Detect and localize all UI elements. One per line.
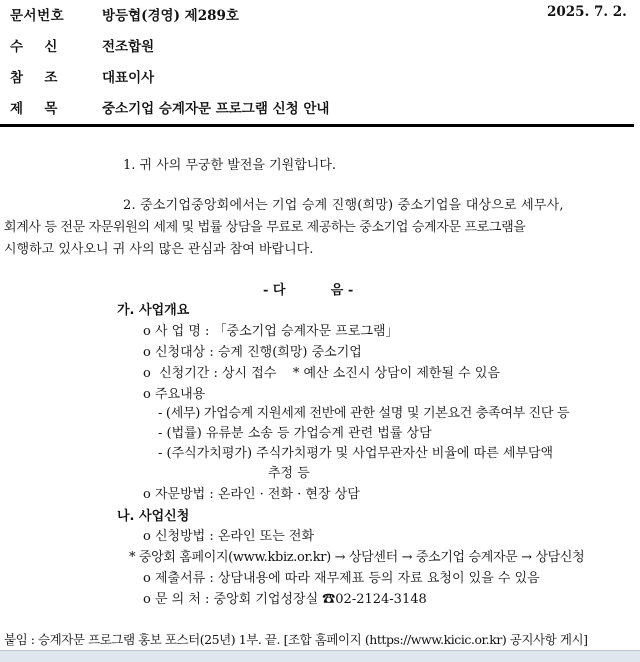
item-contact: o 문 의 처 : 중앙회 기업성장실 ☎02-2124-3148	[143, 592, 427, 607]
item-period: o 신청기간 : 상시 접수 * 예산 소진시 상담이 제한될 수 있음	[143, 366, 500, 381]
subject-value: 중소기업 승계자문 프로그램 신청 안내	[102, 101, 330, 117]
item-documents: o 제출서류 : 상담내용에 따라 재무제표 등의 자료 요청이 있을 수 있음	[143, 571, 540, 586]
paragraph-1: 1. 귀 사의 무궁한 발전을 기원합니다.	[123, 158, 337, 173]
reference-value: 대표이사	[102, 70, 155, 86]
content-tax: - (세무) 가업승계 지원세제 전반에 관한 설명 및 기본요건 충족여부 진단 등	[158, 406, 570, 421]
subject-label: 제 목	[10, 101, 58, 117]
recipient-value: 전조합원	[102, 39, 155, 55]
content-valuation: - (주식가치평가) 주식가치평가 및 사업무관자산 비율에 따른 세부담액	[158, 446, 554, 461]
section-heading: - 다 음 -	[263, 283, 354, 298]
header-divider	[0, 124, 634, 127]
doc-date: 2025. 7. 2.	[547, 4, 627, 20]
reference-label: 참 조	[10, 70, 58, 86]
doc-number-value: 방등협(경영) 제289호	[102, 8, 239, 24]
section-b-title: 나. 사업신청	[117, 509, 190, 524]
item-method: o 자문방법 : 온라인 · 전화 · 현장 상담	[143, 487, 360, 502]
recipient-label: 수 신	[10, 39, 58, 55]
content-legal: - (법률) 유류분 소송 등 가업승계 관련 법률 상담	[158, 426, 432, 441]
apply-note: * 중앙회 홈페이지(www.kbiz.or.kr) → 상담센터 → 중소기업 승계자문 → 상담신청	[129, 550, 585, 565]
section-a-title: 가. 사업개요	[117, 303, 190, 318]
item-apply-method: o 신청방법 : 온라인 또는 전화	[143, 529, 315, 544]
doc-number-label: 문서번호	[10, 8, 65, 24]
paragraph-2-line-2: 회계사 등 전문 자문위원의 세제 및 법률 상담을 무료로 제공하는 중소기업 승계자문 프로그램을	[4, 220, 526, 235]
item-content: o 주요내용	[143, 387, 206, 402]
paragraph-2-line-3: 시행하고 있사오니 귀 사의 많은 관심과 참여 바랍니다.	[4, 242, 314, 257]
window-bottom-bar	[0, 650, 640, 662]
content-valuation-cont: 추정 등	[268, 466, 310, 481]
paragraph-2-line-1: 2. 중소기업중앙회에서는 기업 승계 진행(희망) 중소기업을 대상으로 세무사,	[123, 198, 564, 213]
attachment-note: 붙임 : 승계자문 프로그램 홍보 포스터(25년) 1부. 끝. [조합 홈페이지 (https://www.kicic.or.kr) 공지사항 게시]	[4, 632, 588, 647]
item-program-name: o 사 업 명 : 「중소기업 승계자문 프로그램」	[143, 324, 399, 339]
item-target: o 신청대상 : 승계 진행(희망) 중소기업	[143, 345, 362, 360]
